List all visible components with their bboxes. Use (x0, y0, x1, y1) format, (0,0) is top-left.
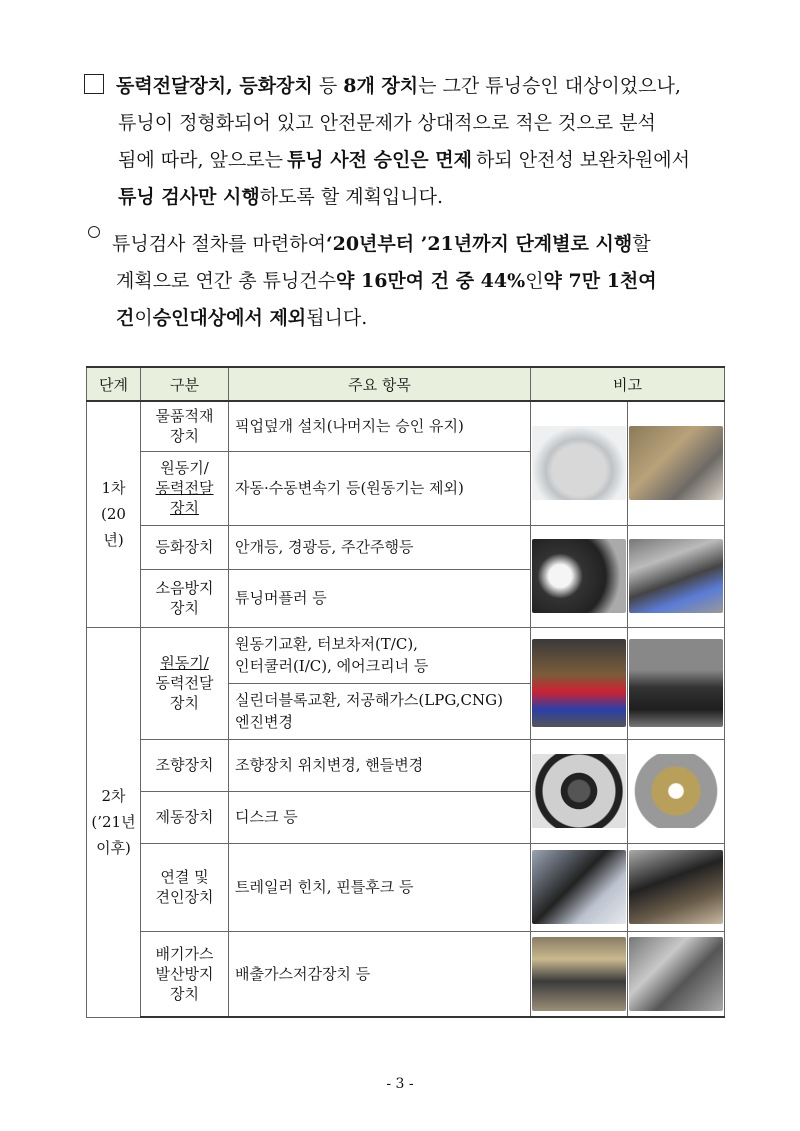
paragraph-1-line-1: 동력전달장치, 등화장치 등 8개 장치는 그간 튜닝승인 대상이었으나, (84, 68, 734, 105)
paragraph-2-line-2: 계획으로 연간 총 튜닝건수 약 16만여 건 중 44% 인 약 7만 1천여 (116, 270, 657, 292)
table-row (87, 739, 725, 791)
photo-cell (628, 931, 725, 1017)
photo-cell (531, 401, 628, 525)
table-row (87, 525, 725, 569)
cylinder-block-photo (629, 639, 723, 727)
trailer-hitch-photo (532, 850, 626, 924)
category-cell: 물품적재 장치 (141, 401, 229, 451)
photo-cell (628, 843, 725, 931)
steering-wheel-photo (532, 754, 626, 828)
paragraph-1-line-2: 튜닝이 정형화되어 있고 안전문제가 상대적으로 적은 것으로 분석 (118, 112, 656, 134)
category-cell: 배기가스 발산방지 장치 (141, 931, 229, 1017)
item-cell: 안개등, 경광등, 주간주행등 (229, 525, 531, 569)
header-main-items: 주요 항목 (229, 367, 531, 401)
exhaust-device-photo (629, 937, 723, 1011)
checkbox-bullet-icon (84, 74, 104, 94)
paragraph-2-line-1: 튜닝검사 절차를 마련하여 ‘20년부터 ’21년까지 단계별로 시행 할 (84, 226, 734, 263)
table-row (87, 843, 725, 931)
table-row (87, 401, 725, 451)
headlamp-photo (532, 539, 626, 613)
intercooler-photo (532, 639, 626, 727)
table-row (87, 931, 725, 1017)
category-cell: 연결 및 견인장치 (141, 843, 229, 931)
header-stage: 단계 (87, 367, 141, 401)
stage-2-cell: 2차 (’21년 이후) (87, 627, 141, 1017)
paragraph-1-line-4: 튜닝 검사만 시행 하도록 할 계획입니다. (118, 186, 444, 208)
tuning-items-table (86, 366, 725, 1018)
item-cell: 실린더블록교환, 저공해가스(LPG,CNG) 엔진변경 (229, 683, 531, 739)
category-cell: 원동기/ 동력전달 장치 (141, 451, 229, 525)
transmission-photo (629, 426, 723, 500)
photo-cell (628, 525, 725, 627)
item-cell: 디스크 등 (229, 791, 531, 843)
pickup-truck-photo (532, 426, 626, 500)
table-row (87, 627, 725, 683)
category-cell: 등화장치 (141, 525, 229, 569)
photo-cell (531, 627, 628, 739)
item-cell: 튜닝머플러 등 (229, 569, 531, 627)
table-header-row (87, 367, 725, 401)
photo-cell (531, 931, 628, 1017)
header-remarks: 비고 (531, 367, 725, 401)
brake-disc-photo (629, 754, 723, 828)
page-number: - 3 - (386, 1076, 414, 1092)
paragraph-1-line-3: 됨에 따라, 앞으로는 튜닝 사전 승인은 면제 하되 안전성 보완차원에서 (118, 149, 690, 171)
item-cell: 원동기교환, 터보차저(T/C), 인터쿨러(I/C), 에어크리너 등 (229, 627, 531, 683)
category-cell: 제동장치 (141, 791, 229, 843)
paragraph-1 (84, 68, 734, 216)
photo-cell (628, 739, 725, 843)
photo-cell (531, 843, 628, 931)
category-cell: 조향장치 (141, 739, 229, 791)
item-cell: 트레일러 힌치, 핀틀후크 등 (229, 843, 531, 931)
photo-cell (531, 739, 628, 843)
stage-1-cell: 1차 (20년) (87, 401, 141, 627)
header-category: 구분 (141, 367, 229, 401)
category-cell: 소음방지 장치 (141, 569, 229, 627)
item-cell: 조향장치 위치변경, 핸들변경 (229, 739, 531, 791)
item-cell: 배출가스저감장치 등 (229, 931, 531, 1017)
photo-cell (628, 401, 725, 525)
circle-bullet-icon (88, 226, 100, 238)
category-cell: 원동기/ 동력전달 장치 (141, 627, 229, 739)
item-cell: 자동·수동변속기 등(원동기는 제외) (229, 451, 531, 525)
exhaust-reducer-photo (532, 937, 626, 1011)
item-cell: 픽업덮개 설치(나머지는 승인 유지) (229, 401, 531, 451)
paragraph-2-line-3: 건 이 승인대상에서 제외 됩니다. (116, 307, 368, 329)
pintle-hook-photo (629, 850, 723, 924)
paragraph-2 (84, 226, 734, 337)
photo-cell (628, 627, 725, 739)
photo-cell (531, 525, 628, 627)
muffler-photo (629, 539, 723, 613)
